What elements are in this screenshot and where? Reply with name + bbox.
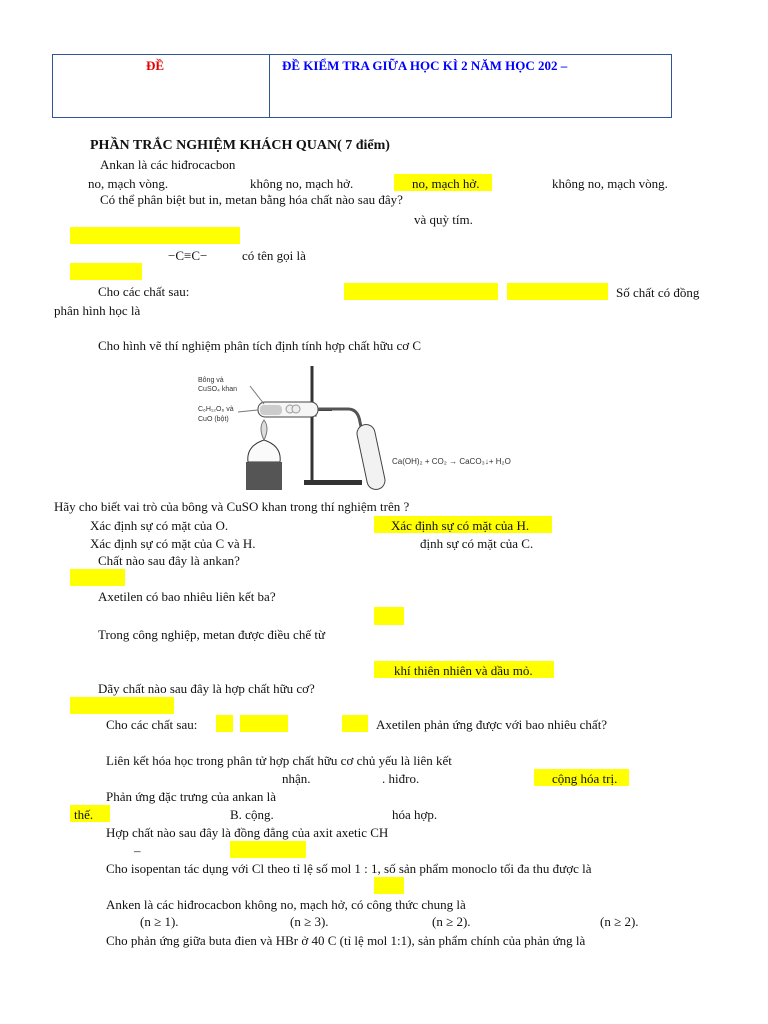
q5-option-c: Xác định sự có mặt của C và H. [90, 536, 256, 551]
question-6: Chất nào sau đây là ankan? [98, 553, 240, 568]
question-9: Dãy chất nào sau đây là hợp chất hữu cơ? [98, 681, 315, 696]
question-16: Cho phản ứng giữa buta đien và HBr ở 40 C (tỉ lệ mol 1:1), sản phẩm chính của phản ứng là [106, 933, 586, 948]
figure-label-cotton-line1: Bông và [198, 377, 224, 384]
q5-option-d: định sự có mặt của C. [420, 536, 534, 551]
question-15: Anken là các hiđrocacbon không no, mạch hở, có công thức chung là [106, 897, 466, 912]
highlight-mark [374, 877, 404, 894]
q11-option-b: . hiđro. [382, 771, 420, 786]
question-10-tail: Axetilen phản ứng được với bao nhiêu chất? [376, 717, 608, 732]
q15-option-a: (n ≥ 1). [140, 914, 179, 929]
question-5-ask: Hãy cho biết vai trò của bông và CuSO khan trong thí nghiệm trên ? [54, 499, 410, 514]
highlight-mark [70, 569, 125, 586]
question-2: Có thể phân biệt but in, metan bằng hóa chất nào sau đây? [100, 192, 403, 207]
header-left-label: ĐỀ [146, 58, 165, 73]
q2-option-d: và quỳ tím. [414, 212, 473, 227]
figure-reaction-equation: Ca(OH)₂ + CO₂ → CaCO₃↓+ H₂O [392, 457, 511, 466]
q3-formula: −C≡C− [168, 248, 208, 263]
q5-option-a: Xác định sự có mặt của O. [90, 518, 229, 533]
q8-answer: khí thiên nhiên và dầu mỏ. [394, 663, 533, 678]
question-13: Hợp chất nào sau đây là đồng đẳng của axit axetic CH [106, 825, 389, 840]
question-7: Axetilen có bao nhiêu liên kết ba? [98, 589, 276, 604]
question-10: Cho các chất sau: [106, 717, 198, 732]
q15-option-b: (n ≥ 3). [290, 914, 329, 929]
highlight-mark [230, 841, 306, 858]
highlight-mark [70, 697, 174, 714]
q15-option-d: (n ≥ 2). [600, 914, 639, 929]
section-title: PHẦN TRẮC NGHIỆM KHÁCH QUAN( 7 điểm) [90, 138, 390, 153]
q12-option-c: hóa hợp. [392, 807, 438, 822]
question-3: có tên gọi là [242, 248, 306, 263]
q5-option-b-answer: Xác định sự có mặt của H. [391, 518, 530, 533]
header-title: ĐỀ KIỂM TRA GIỮA HỌC KÌ 2 NĂM HỌC 202 – [282, 58, 568, 73]
q12-option-a-answer: thế. [74, 807, 94, 822]
question-4: Cho các chất sau: [98, 284, 190, 299]
highlight-mark [70, 227, 240, 244]
question-1: Ankan là các hiđrocacbon [100, 157, 236, 172]
figure-label-cotton-line2: CuSO₄ khan [198, 386, 238, 393]
highlight-mark [342, 715, 368, 732]
q13-dash: – [134, 843, 141, 858]
figure-label-sample-line2: CuO (bột) [198, 416, 229, 423]
question-4-tail: Số chất có đồng [616, 285, 700, 300]
question-4-continued: phân hình học là [54, 303, 141, 318]
question-11: Liên kết hóa học trong phân tử hợp chất hữu cơ chủ yếu là liên kết [106, 753, 452, 768]
question-14: Cho isopentan tác dụng với Cl theo tỉ lệ số mol 1 : 1, số sản phẩm monoclo tối đa thu được là [106, 861, 592, 876]
highlight-mark [374, 607, 404, 625]
header-divider [269, 54, 270, 118]
q11-option-c-answer: cộng hóa trị. [552, 771, 618, 786]
highlight-mark [507, 283, 608, 300]
highlight-mark [344, 283, 498, 300]
q11-option-a: nhận. [282, 771, 311, 786]
q1-option-d: không no, mạch vòng. [552, 176, 668, 191]
q15-option-c: (n ≥ 2). [432, 914, 471, 929]
q1-option-a: no, mạch vòng. [88, 176, 169, 191]
question-12: Phản ứng đặc trưng của ankan là [106, 789, 277, 804]
question-5: Cho hình vẽ thí nghiệm phân tích định tính hợp chất hữu cơ C [98, 338, 422, 353]
question-8: Trong công nghiệp, metan được điều chế từ [98, 627, 325, 642]
q1-option-c-answer: no, mạch hở. [412, 176, 480, 191]
highlight-mark [216, 715, 233, 732]
highlight-mark [70, 263, 142, 280]
q1-option-b: không no, mạch hở. [250, 176, 354, 191]
highlight-mark [240, 715, 288, 732]
q12-option-b: B. cộng. [230, 807, 274, 822]
figure-label-sample-line1: C₆H₁₂O₆ và [198, 406, 234, 413]
experiment-apparatus-figure [192, 362, 532, 494]
